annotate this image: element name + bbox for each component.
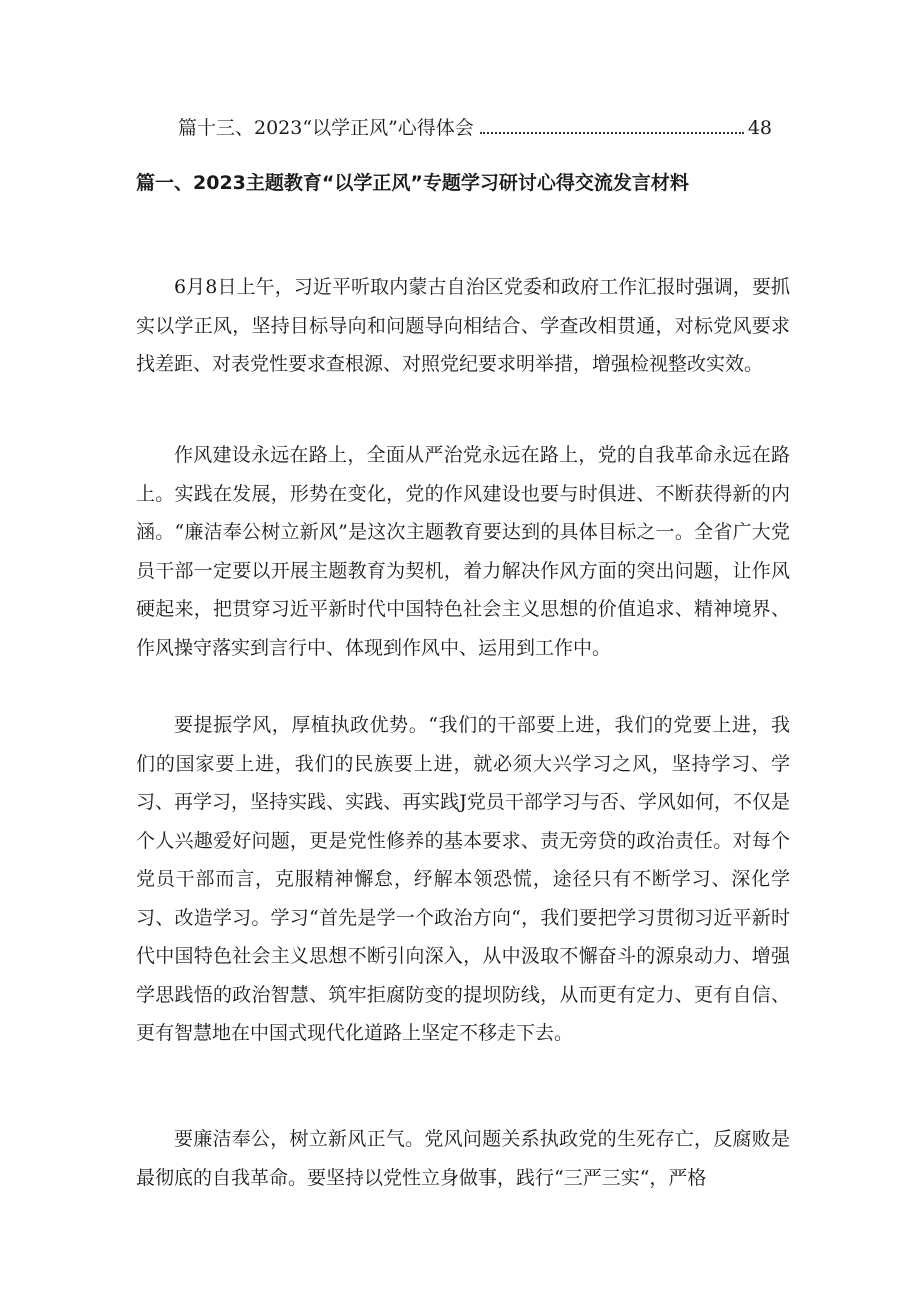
toc-page-number: 48 [747, 117, 772, 139]
body-paragraph: 要提振学风，厚植执政优势。“我们的干部要上进，我们的党要上进，我们的国家要上进，我们的民族要上进，就必须大兴学习之风，坚持学习、学习、再学习，坚持实践、实践、再实践J党员干部学习与否、学风如何，不仅是个人兴趣爱好问题，更是党性修养的基本要求、责无旁贷的政治责任。对每个党员干部而言，克服精神懈怠，纾解本领恐慌，途径只有不断学习、深化学习、改造学习。学习“首先是学一个政治方向“，我们要把学习贯彻习近平新时代中国特色社会主义思想不断引向深入，从中汲取不懈奋斗的源泉动力、增强学思践悟的政治智慧、筑牢拒腐防变的提坝防线，从而更有定力、更有自信、更有智慧地在中国式现代化道路上坚定不移走下去。 [136, 714, 790, 1044]
body-paragraph: 6月8日上午，习近平听取内蒙古自治区党委和政府工作汇报时强调，要抓实以学正风，坚持目标导向和问题导向相结合、学查改相贯通，对标党风要求找差距、对表党性要求查根源、对照党纪要求明举措，增强检视整改实效。 [136, 276, 790, 375]
body-paragraph: 作风建设永远在路上，全面从严治党永远在路上，党的自我革命永远在路上。实践在发展，形势在变化，党的作风建设也要与时俱进、不断获得新的内涵。“廉洁奉公树立新风”是这次主题教育要达到的具体目标之一。全省广大党员干部一定要以开展主题教育为契机，着力解决作风方面的突出问题，让作风硬起来，把贯穿习近平新时代中国特色社会主义思想的价值追求、精神境界、作风操守落实到言行中、体现到作风中、运用到工作中。 [136, 444, 790, 659]
toc-entry-title: 篇十三、2023“以学正风”心得体会 [178, 117, 474, 139]
section-heading: 篇一、2023主题教育“以学正风”专题学习研讨心得交流发言材料 [136, 172, 689, 194]
toc-dot-leader [480, 132, 744, 134]
toc-entry[interactable] [178, 116, 772, 140]
body-paragraph: 要廉洁奉公，树立新风正气。党风问题关系执政党的生死存亡，反腐败是最彻底的自我革命。要坚持以党性立身做事，践行“三严三实“，严格 [136, 1128, 790, 1189]
